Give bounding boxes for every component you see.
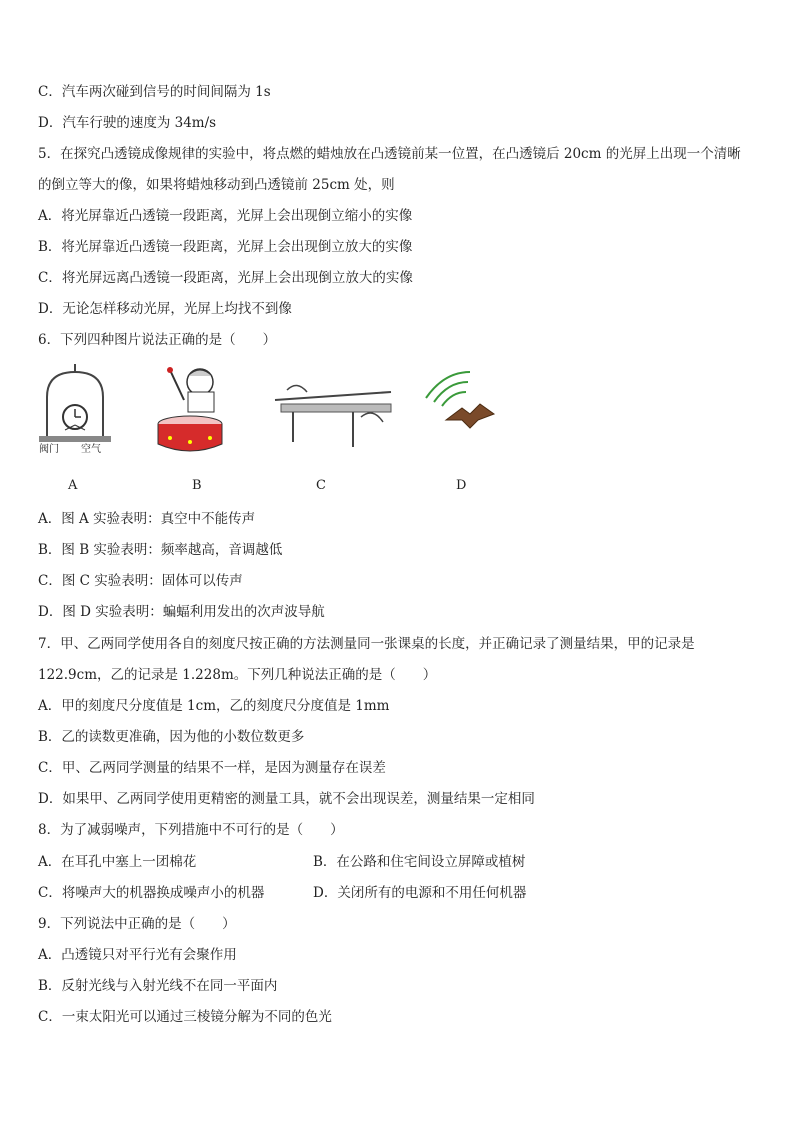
option-line: C．将光屏远离凸透镜一段距离，光屏上会出现倒立放大的实像 (38, 270, 413, 286)
figure-label-c: C (316, 478, 326, 493)
question-5: 5．在探究凸透镜成像规律的实验中，将点燃的蜡烛放在凸透镜前某一位置，在凸透镜后 20cm 的光屏上出现一个清晰 (38, 146, 741, 162)
option-line: B．反射光线与入射光线不在同一平面内 (38, 978, 278, 994)
option-line: C．图 C 实验表明：固体可以传声 (38, 573, 243, 589)
figure-label-d: D (456, 478, 467, 493)
option-line: C．汽车两次碰到信号的时间间隔为 1s (38, 84, 271, 100)
option-line: D．图 D 实验表明：蝙蝠利用发出的次声波导航 (38, 604, 325, 620)
option-line: D．关闭所有的电源和不用任何机器 (313, 885, 527, 901)
ruler-figure (273, 362, 393, 457)
option-line: A．凸透镜只对平行光有会聚作用 (38, 947, 237, 963)
drum-figure (150, 362, 240, 457)
option-line: C．一束太阳光可以通过三棱镜分解为不同的色光 (38, 1009, 332, 1025)
question-6-figures (30, 362, 520, 462)
option-line: A．在耳孔中塞上一团棉花 (38, 854, 197, 870)
question-7: 7．甲、乙两同学使用各自的刻度尺按正确的方法测量同一张课桌的长度，并正确记录了测量结果，甲的记录是 (38, 636, 695, 652)
valve-caption: 阀门 (39, 444, 59, 455)
option-line: B．图 B 实验表明：频率越高，音调越低 (38, 542, 283, 558)
option-line: D．汽车行驶的速度为 34m/s (38, 115, 217, 131)
option-line: B．将光屏靠近凸透镜一段距离，光屏上会出现倒立放大的实像 (38, 239, 413, 255)
option-line: A．甲的刻度尺分度值是 1cm，乙的刻度尺分度值是 1mm (38, 698, 390, 714)
option-line: D．如果甲、乙两同学使用更精密的测量工具，就不会出现误差，测量结果一定相同 (38, 791, 535, 807)
option-line: B．乙的读数更准确，因为他的小数位数更多 (38, 729, 305, 745)
option-line: A．将光屏靠近凸透镜一段距离，光屏上会出现倒立缩小的实像 (38, 208, 413, 224)
question-5-cont: 的倒立等大的像，如果将蜡烛移动到凸透镜前 25cm 处，则 (38, 177, 395, 193)
air-caption: 空气 (81, 444, 101, 455)
bat-figure (420, 362, 510, 457)
bell-jar-figure (35, 362, 115, 457)
figure-label-a: A (68, 478, 78, 493)
option-line: B．在公路和住宅间设立屏障或植树 (313, 854, 526, 870)
question-6: 6．下列四种图片说法正确的是（ ） (38, 332, 277, 348)
question-7-cont: 122.9cm，乙的记录是 1.228m。下列几种说法正确的是（ ） (38, 667, 437, 683)
option-line: C．甲、乙两同学测量的结果不一样，是因为测量存在误差 (38, 760, 386, 776)
question-8: 8．为了减弱噪声，下列措施中不可行的是（ ） (38, 822, 344, 838)
figure-label-b: B (192, 478, 202, 493)
question-9: 9．下列说法中正确的是（ ） (38, 916, 236, 932)
option-line: A．图 A 实验表明：真空中不能传声 (38, 511, 256, 527)
option-line: D．无论怎样移动光屏，光屏上均找不到像 (38, 301, 292, 317)
option-line: C．将噪声大的机器换成噪声小的机器 (38, 885, 265, 901)
